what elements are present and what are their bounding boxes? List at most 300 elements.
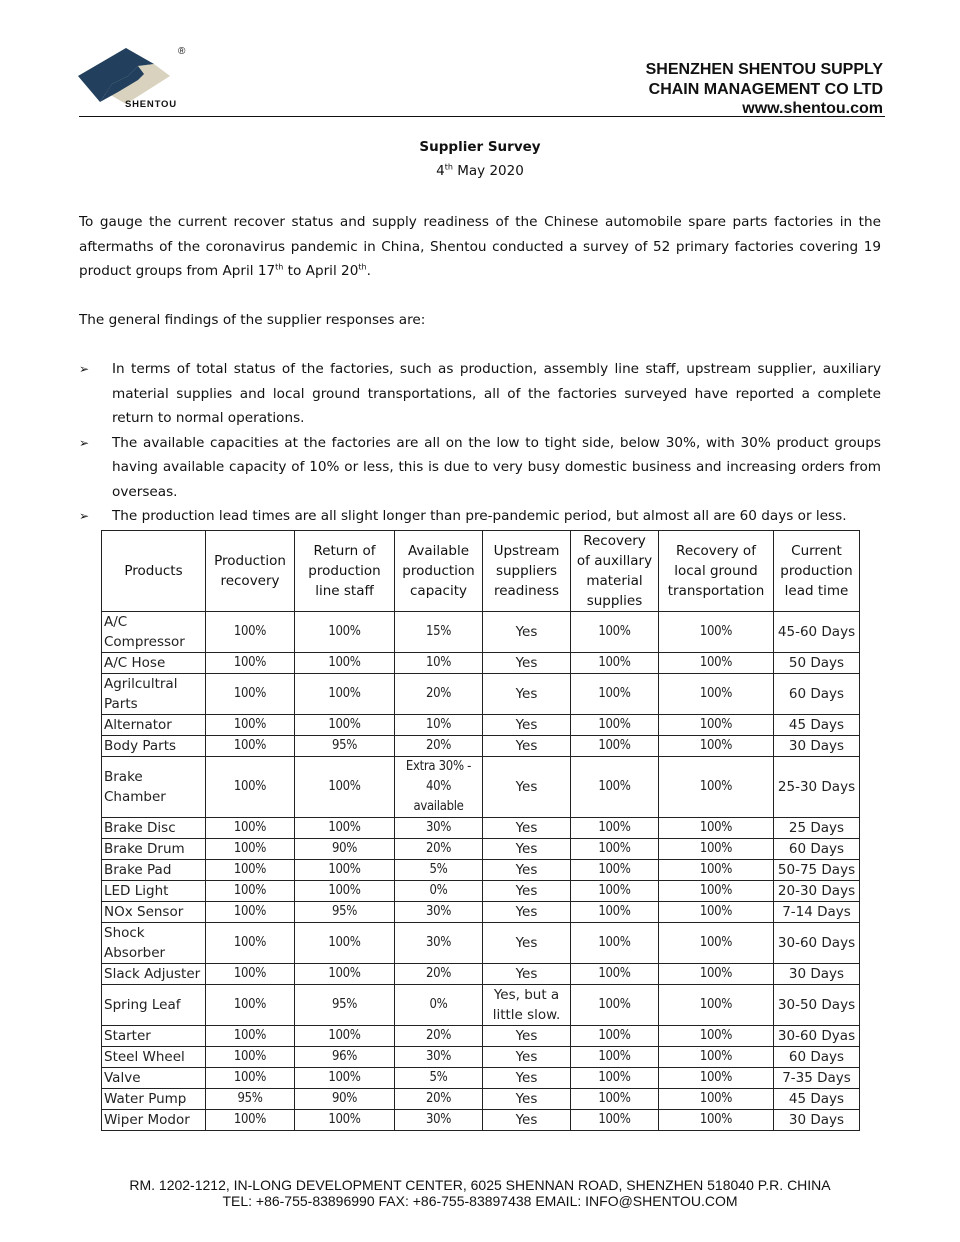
table-row (102, 1089, 860, 1110)
footer-contact: TEL: +86-755-83896990 FAX: +86-755-83897438 EMAIL: INFO@SHENTOU.COM (222, 1193, 738, 1209)
production-recovery-cell (206, 818, 295, 839)
cell-text-line: Yes (515, 935, 538, 951)
header-products (102, 531, 206, 612)
document-date: 4th May 2020 (436, 162, 524, 179)
lead-time-cell (774, 839, 860, 860)
product-cell (102, 964, 206, 985)
line-staff-cell (295, 881, 395, 902)
capacity-cell (395, 902, 483, 923)
cell-text-line: 100% (233, 841, 267, 856)
cell-text-line: 100% (233, 904, 267, 919)
line-staff-cell (295, 985, 395, 1026)
cell-text-line: 100% (598, 997, 631, 1012)
line-staff-cell (295, 736, 395, 757)
header-text-line: Current (791, 543, 842, 559)
cell-text-line: Brake (104, 769, 143, 785)
transport-cell (659, 1047, 774, 1068)
upstream-cell (483, 1047, 571, 1068)
findings-intro: The general findings of the supplier responses are: (79, 312, 426, 328)
cell-text-line: 100% (699, 997, 733, 1012)
lead-time-cell (774, 964, 860, 985)
capacity-cell (395, 818, 483, 839)
cell-text-line: 5% (429, 1070, 448, 1085)
auxiliary-cell (571, 923, 659, 964)
line-staff-cell (295, 860, 395, 881)
auxiliary-cell (571, 736, 659, 757)
production-recovery-cell (206, 736, 295, 757)
auxiliary-cell (571, 1089, 659, 1110)
cell-text-line: Starter (104, 1028, 151, 1044)
table-row (102, 818, 860, 839)
cell-text-line: Slack Adjuster (104, 966, 201, 982)
transport-cell (659, 736, 774, 757)
capacity-cell (395, 839, 483, 860)
capacity-cell (395, 1068, 483, 1089)
cell-text-line: A/C (104, 614, 128, 630)
auxiliary-cell (571, 653, 659, 674)
cell-text-line: 100% (233, 686, 267, 701)
cell-text-line: 30% (425, 820, 452, 835)
cell-text-line: 7-35 Days (782, 1070, 851, 1086)
auxiliary-cell (571, 1047, 659, 1068)
line-staff-cell (295, 757, 395, 818)
cell-text-line: 95% (331, 997, 358, 1012)
intro-paragraph: To gauge the current recover status and supply readiness of the Chinese automobile spare parts factories in the aftermaths of the coronavirus pandemic in China, Shentou conducted a survey of 52 primary factories covering 19 product groups from April 17th to April 20th. (79, 214, 881, 279)
cell-text-line: 100% (598, 883, 631, 898)
finding-item: ➢ The production lead times are all slight longer than pre-pandemic period, but almost all are 60 days or less. (79, 504, 881, 529)
cell-text-line: 100% (699, 966, 733, 981)
cell-text-line: 40% (425, 779, 452, 794)
logo-wordmark: SHENTOU (125, 99, 177, 110)
findings-list (79, 357, 881, 529)
cell-text-line: 100% (699, 862, 733, 877)
cell-text-line: 0% (429, 883, 448, 898)
cell-text-line: 100% (699, 1028, 733, 1043)
cell-text-line: 100% (233, 1070, 267, 1085)
cell-text-line: LED Light (104, 883, 169, 899)
cell-text-line: Yes (515, 820, 538, 836)
cell-text-line: Yes (515, 862, 538, 878)
cell-text-line: Brake Pad (104, 862, 172, 878)
production-recovery-cell (206, 612, 295, 653)
cell-text-line: 100% (233, 862, 267, 877)
cell-text-line: Extra 30% - (405, 759, 472, 774)
upstream-cell (483, 923, 571, 964)
line-staff-cell (295, 1110, 395, 1131)
transport-cell (659, 923, 774, 964)
product-cell (102, 612, 206, 653)
cell-text-line: Chamber (104, 789, 166, 805)
cell-text-line: 100% (699, 655, 733, 670)
auxiliary-cell (571, 715, 659, 736)
cell-text-line: 10% (425, 717, 452, 732)
cell-text-line: 30 Days (788, 966, 845, 982)
production-recovery-cell (206, 964, 295, 985)
product-cell (102, 923, 206, 964)
upstream-cell (483, 902, 571, 923)
production-recovery-cell (206, 757, 295, 818)
upstream-cell (483, 839, 571, 860)
cell-text-line: 95% (331, 738, 358, 753)
cell-text-line: 100% (233, 779, 267, 794)
company-name-line2: CHAIN MANAGEMENT CO LTD (648, 80, 883, 98)
lead-time-cell (774, 902, 860, 923)
line-staff-cell (295, 1089, 395, 1110)
upstream-cell (483, 985, 571, 1026)
cell-text-line: 100% (699, 1091, 733, 1106)
cell-text-line: 100% (598, 779, 631, 794)
header-available-capacity (395, 531, 483, 612)
lead-time-cell (774, 653, 860, 674)
cell-text-line: 100% (328, 1028, 361, 1043)
auxiliary-cell (571, 818, 659, 839)
cell-text-line: 30% (425, 935, 452, 950)
auxiliary-cell (571, 1026, 659, 1047)
cell-text-line: 60 Days (788, 1049, 845, 1065)
cell-text-line: Yes (515, 779, 538, 795)
cell-text-line: 100% (598, 1112, 631, 1127)
cell-text-line: 100% (328, 1112, 361, 1127)
capacity-cell (395, 757, 483, 818)
header-text-line: local ground (674, 563, 758, 579)
cell-text-line: Agrilcultral (104, 676, 178, 692)
cell-text-line: 45 Days (788, 717, 845, 733)
production-recovery-cell (206, 985, 295, 1026)
capacity-cell (395, 923, 483, 964)
cell-text-line: 60 Days (788, 841, 845, 857)
capacity-cell (395, 1026, 483, 1047)
cell-text-line: 100% (233, 820, 267, 835)
cell-text-line: 5% (429, 862, 448, 877)
arrow-bullet-icon: ➢ (79, 362, 90, 376)
lead-time-cell (774, 1047, 860, 1068)
transport-cell (659, 612, 774, 653)
cell-text-line: Valve (104, 1070, 141, 1086)
product-cell (102, 902, 206, 923)
capacity-cell (395, 653, 483, 674)
upstream-cell (483, 612, 571, 653)
production-recovery-cell (206, 653, 295, 674)
product-cell (102, 653, 206, 674)
table-row (102, 1110, 860, 1131)
capacity-cell (395, 612, 483, 653)
cell-text-line: Yes (515, 883, 538, 899)
cell-text-line: 100% (598, 935, 631, 950)
header-text-line: production (780, 563, 853, 579)
cell-text-line: Alternator (104, 717, 172, 733)
upstream-cell (483, 1068, 571, 1089)
header-divider (79, 116, 885, 117)
cell-text-line: 100% (233, 738, 267, 753)
table-row (102, 715, 860, 736)
cell-text-line: Absorber (104, 945, 166, 961)
cell-text-line: 96% (331, 1049, 358, 1064)
cell-text-line: Parts (104, 696, 138, 712)
cell-text-line: 100% (699, 820, 733, 835)
line-staff-cell (295, 653, 395, 674)
cell-text-line: 30-60 Days (777, 935, 856, 951)
production-recovery-cell (206, 715, 295, 736)
cell-text-line: Body Parts (104, 738, 177, 754)
transport-cell (659, 818, 774, 839)
header-text-line: Products (124, 563, 183, 579)
cell-text-line: 100% (328, 820, 361, 835)
cell-text-line: 100% (233, 935, 267, 950)
upstream-cell (483, 736, 571, 757)
cell-text-line: Yes (515, 1028, 538, 1044)
cell-text-line: 100% (699, 624, 733, 639)
transport-cell (659, 839, 774, 860)
lead-time-cell (774, 674, 860, 715)
header-ground-transportation (659, 531, 774, 612)
cell-text-line: 100% (598, 1091, 631, 1106)
cell-text-line: 50 Days (788, 655, 845, 671)
upstream-cell (483, 881, 571, 902)
cell-text-line: 100% (233, 655, 267, 670)
capacity-cell (395, 715, 483, 736)
header-text-line: Upstream (493, 543, 560, 559)
cell-text-line: 100% (598, 738, 631, 753)
table-row (102, 674, 860, 715)
line-staff-cell (295, 715, 395, 736)
cell-text-line: 100% (328, 686, 361, 701)
cell-text-line: 100% (598, 717, 631, 732)
cell-text-line: Compressor (104, 634, 185, 650)
cell-text-line: 25 Days (788, 820, 845, 836)
cell-text-line: 100% (598, 966, 631, 981)
lead-time-cell (774, 1110, 860, 1131)
product-cell (102, 839, 206, 860)
cell-text-line: 100% (699, 841, 733, 856)
line-staff-cell (295, 902, 395, 923)
cell-text-line: 20% (425, 841, 452, 856)
cell-text-line: 100% (328, 779, 361, 794)
table-row (102, 902, 860, 923)
cell-text-line: 30% (425, 904, 452, 919)
capacity-cell (395, 1047, 483, 1068)
cell-text-line: 20% (425, 966, 452, 981)
cell-text-line: 100% (699, 883, 733, 898)
product-cell (102, 1047, 206, 1068)
transport-cell (659, 715, 774, 736)
cell-text-line: 100% (328, 883, 361, 898)
company-website[interactable]: www.shentou.com (742, 100, 883, 117)
upstream-cell (483, 818, 571, 839)
table-row (102, 1047, 860, 1068)
capacity-cell (395, 881, 483, 902)
header-text-line: capacity (410, 583, 467, 599)
header-text-line: production (402, 563, 475, 579)
finding-item: ➢ The available capacities at the factories are all on the low to tight side, below 30%, with 30% product groups having available capacity of 10% or less, this is due to very busy domestic business and increasing orders from overseas. (79, 431, 881, 505)
company-name-line1: SHENZHEN SHENTOU SUPPLY (645, 61, 883, 78)
capacity-cell (395, 985, 483, 1026)
cell-text-line: 45-60 Days (777, 624, 856, 640)
header-text-line: Production (214, 553, 286, 569)
cell-text-line: A/C Hose (104, 655, 166, 671)
transport-cell (659, 674, 774, 715)
cell-text-line: Yes (515, 1049, 538, 1065)
table-row (102, 736, 860, 757)
cell-text-line: Spring Leaf (104, 997, 181, 1013)
cell-text-line: 100% (233, 966, 267, 981)
transport-cell (659, 881, 774, 902)
upstream-cell (483, 757, 571, 818)
lead-time-cell (774, 1068, 860, 1089)
upstream-cell (483, 1026, 571, 1047)
cell-text-line: 100% (233, 1112, 267, 1127)
cell-text-line: 100% (233, 1049, 267, 1064)
capacity-cell (395, 1089, 483, 1110)
cell-text-line: 60 Days (788, 686, 845, 702)
auxiliary-cell (571, 964, 659, 985)
survey-table (101, 530, 860, 1131)
registered-mark: ® (178, 46, 186, 57)
table-header-row (102, 531, 860, 612)
cell-text-line: Yes (515, 624, 538, 640)
auxiliary-cell (571, 881, 659, 902)
header-text-line: Return of (313, 543, 376, 559)
production-recovery-cell (206, 1089, 295, 1110)
header-text-line: supplies (586, 593, 643, 609)
cell-text-line: 100% (598, 820, 631, 835)
product-cell (102, 1026, 206, 1047)
cell-text-line: 100% (699, 738, 733, 753)
cell-text-line: 90% (331, 1091, 358, 1106)
product-cell (102, 860, 206, 881)
cell-text-line: 100% (233, 624, 267, 639)
table-row (102, 964, 860, 985)
header-text-line: Recovery of (676, 543, 756, 559)
cell-text-line: 100% (699, 779, 733, 794)
table-row (102, 881, 860, 902)
cell-text-line: 100% (699, 717, 733, 732)
cell-text-line: Yes (515, 686, 538, 702)
cell-text-line: 95% (237, 1091, 263, 1106)
arrow-bullet-icon: ➢ (79, 435, 90, 450)
cell-text-line: 100% (699, 904, 733, 919)
cell-text-line: 7-14 Days (782, 904, 851, 920)
header-text-line: recovery (220, 573, 280, 589)
cell-text-line: 100% (699, 1049, 733, 1064)
cell-text-line: 25-30 Days (777, 779, 856, 795)
transport-cell (659, 860, 774, 881)
footer-address: RM. 1202-1212, IN-LONG DEVELOPMENT CENTER, 6025 SHENNAN ROAD, SHENZHEN 518040 P.R. CHINA (129, 1177, 831, 1193)
production-recovery-cell (206, 1047, 295, 1068)
auxiliary-cell (571, 757, 659, 818)
transport-cell (659, 1068, 774, 1089)
lead-time-cell (774, 612, 860, 653)
production-recovery-cell (206, 674, 295, 715)
cell-text-line: 20% (425, 738, 452, 753)
cell-text-line: 20% (425, 1091, 452, 1106)
finding-item: ➢ In terms of total status of the factories, such as production, assembly line staff, upstream supplier, auxiliary material supplies and local ground transportations, all of the factories surveyed have reported a complete return to normal operations. (79, 357, 881, 431)
cell-text-line: NOx Sensor (104, 904, 184, 920)
cell-text-line: Shock (104, 925, 145, 941)
cell-text-line: 100% (328, 1070, 361, 1085)
capacity-cell (395, 1110, 483, 1131)
cell-text-line: 100% (598, 686, 631, 701)
lead-time-cell (774, 985, 860, 1026)
line-staff-cell (295, 674, 395, 715)
upstream-cell (483, 653, 571, 674)
transport-cell (659, 1110, 774, 1131)
cell-text-line: Yes (515, 1091, 538, 1107)
header-text-line: material (586, 573, 643, 589)
cell-text-line: Yes (515, 717, 538, 733)
table-row (102, 985, 860, 1026)
cell-text-line: Yes (515, 841, 538, 857)
cell-text-line: Yes (515, 1112, 538, 1128)
header-line-staff (295, 531, 395, 612)
cell-text-line: Brake Drum (104, 841, 185, 857)
lead-time-cell (774, 736, 860, 757)
lead-time-cell (774, 818, 860, 839)
transport-cell (659, 1089, 774, 1110)
transport-cell (659, 985, 774, 1026)
cell-text-line: 20-30 Days (777, 883, 856, 899)
line-staff-cell (295, 964, 395, 985)
table-row (102, 612, 860, 653)
cell-text-line: 30 Days (788, 1112, 845, 1128)
auxiliary-cell (571, 902, 659, 923)
product-cell (102, 715, 206, 736)
production-recovery-cell (206, 839, 295, 860)
header-text-line: Available (407, 543, 470, 559)
line-staff-cell (295, 1068, 395, 1089)
cell-text-line: 20% (425, 686, 452, 701)
production-recovery-cell (206, 1110, 295, 1131)
cell-text-line: 100% (598, 904, 631, 919)
cell-text-line: 100% (233, 883, 267, 898)
lead-time-cell (774, 757, 860, 818)
cell-text-line: 0% (429, 997, 448, 1012)
cell-text-line: Steel Wheel (104, 1049, 185, 1065)
cell-text-line: Yes (515, 904, 538, 920)
lead-time-cell (774, 881, 860, 902)
line-staff-cell (295, 923, 395, 964)
product-cell (102, 881, 206, 902)
line-staff-cell (295, 839, 395, 860)
table-row (102, 839, 860, 860)
cell-text-line: 100% (598, 1070, 631, 1085)
cell-text-line: 100% (328, 655, 361, 670)
cell-text-line: Brake Disc (104, 820, 176, 836)
cell-text-line: 100% (233, 997, 267, 1012)
header-auxiliary-supplies (571, 531, 659, 612)
upstream-cell (483, 674, 571, 715)
cell-text-line: little slow. (492, 1007, 561, 1023)
cell-text-line: Yes (515, 966, 538, 982)
cell-text-line: 100% (598, 862, 631, 877)
product-cell (102, 674, 206, 715)
table-body (102, 612, 860, 1131)
product-cell (102, 985, 206, 1026)
header-lead-time (774, 531, 860, 612)
auxiliary-cell (571, 674, 659, 715)
production-recovery-cell (206, 860, 295, 881)
cell-text-line: Yes (515, 655, 538, 671)
production-recovery-cell (206, 1068, 295, 1089)
product-cell (102, 736, 206, 757)
header-text-line: transportation (667, 583, 765, 599)
cell-text-line: 90% (331, 841, 358, 856)
document-title: Supplier Survey (419, 139, 541, 155)
cell-text-line: Yes, but a (493, 987, 560, 1003)
lead-time-cell (774, 1026, 860, 1047)
header-production-recovery (206, 531, 295, 612)
header-upstream-suppliers (483, 531, 571, 612)
header-text-line: lead time (784, 583, 849, 599)
